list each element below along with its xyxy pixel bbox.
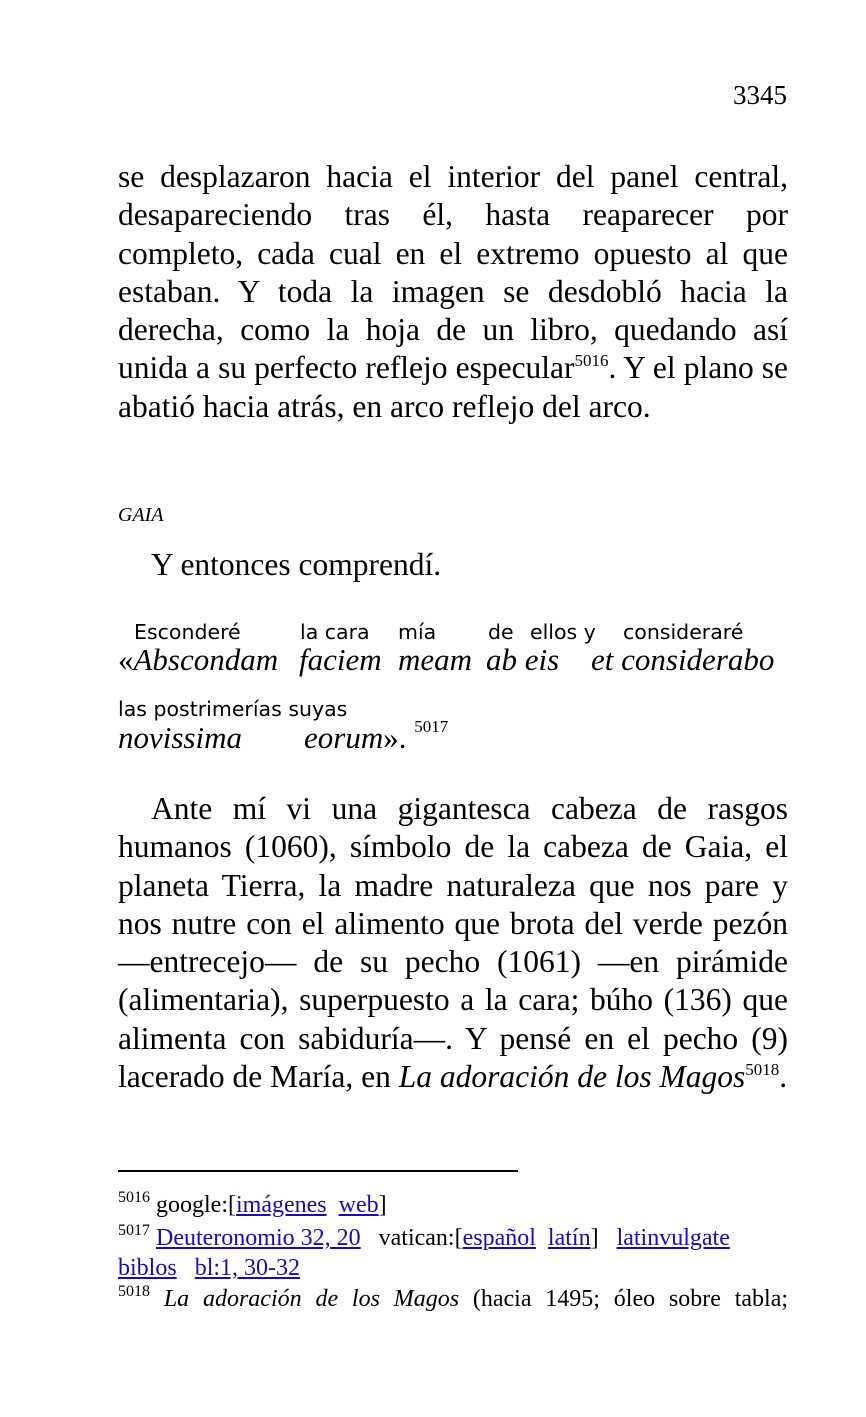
gloss-word: mía [398, 620, 437, 644]
link-web[interactable]: web [338, 1192, 379, 1218]
footnote-5018: $^{5018}$ La adoración de los Magos (hacia 1495; óleo sobre tabla; [118, 1283, 789, 1312]
gloss-word: las postrimerías suyas [118, 697, 348, 721]
latin-word: ab eis [486, 642, 560, 677]
latin-word: et considerabo [591, 642, 775, 677]
link-latin[interactable]: latín [547, 1225, 591, 1251]
gloss-word: consideraré [623, 620, 744, 644]
gloss-word: ellos y [530, 620, 596, 644]
page-number: 3345 [733, 80, 787, 110]
link-biblos[interactable]: biblos [118, 1255, 177, 1281]
gloss-word: la cara [300, 620, 370, 644]
footnote-ref-5018[interactable]: 5018 [745, 1060, 780, 1080]
footnote-5017-line2 [118, 1253, 788, 1283]
footnote-5016: $^{5016}$ google:[imágenes web] [118, 1189, 387, 1218]
latin-word: eorum». $^{5017}$ [304, 717, 449, 755]
link-latinvulgate[interactable]: latinvulgate [616, 1225, 730, 1251]
footnote-ref-5016[interactable]: 5016 [574, 351, 609, 371]
latin-word: novissima [118, 720, 242, 755]
footnote-5017: $^{5017}$ Deuteronomio 32, 20 vatican:[español latín] latinvulgate [118, 1222, 730, 1251]
paragraph-3: Ante mí vi una gigantesca cabeza de rasgos humanos (1060), símbolo de la cabeza de Gaia, el planeta Tierra, la madre naturaleza que nos pare y nos nutre con el alimento que brota del verde pezón —entrecejo— de su pecho (1061) —en pirámide (alimentaria), superpuesto a la cara; búho (136) que alimenta con sabiduría—. Y pensé en el pecho (9) lacerado de María, en La adoración de los Magos$^{5018}$. [118, 791, 788, 1095]
paragraph-2: Y entonces comprendí. [151, 547, 442, 582]
link-bl[interactable]: bl:1, 30-32 [194, 1255, 301, 1281]
link-espanol[interactable]: español [462, 1225, 536, 1251]
link-imagenes[interactable]: imágenes [235, 1192, 327, 1218]
paragraph-1: se desplazaron hacia el interior del panel central, desapareciendo tras él, hasta reaparecer por completo, cada cual en el extremo opuesto al que estaban. Y toda la imagen se desdobló hacia la derecha, como la hoja de un libro, quedando así unida a su perfecto reflejo especular$^{5016}$. Y el plano se abatió hacia atrás, en arco reflejo del arco. [118, 159, 788, 424]
speaker-label: GAIA [118, 504, 164, 526]
link-deuteronomio[interactable]: Deuteronomio 32, 20 [156, 1225, 361, 1251]
gloss-word: de [488, 620, 514, 644]
latin-word: meam [398, 642, 473, 677]
footnote-ref-5017[interactable]: 5017 [414, 717, 449, 736]
footnote-divider [118, 1170, 518, 1172]
latin-word: «Abscondam [118, 642, 279, 677]
gloss-word: Esconderé [134, 620, 241, 644]
latin-word: faciem [299, 642, 382, 677]
